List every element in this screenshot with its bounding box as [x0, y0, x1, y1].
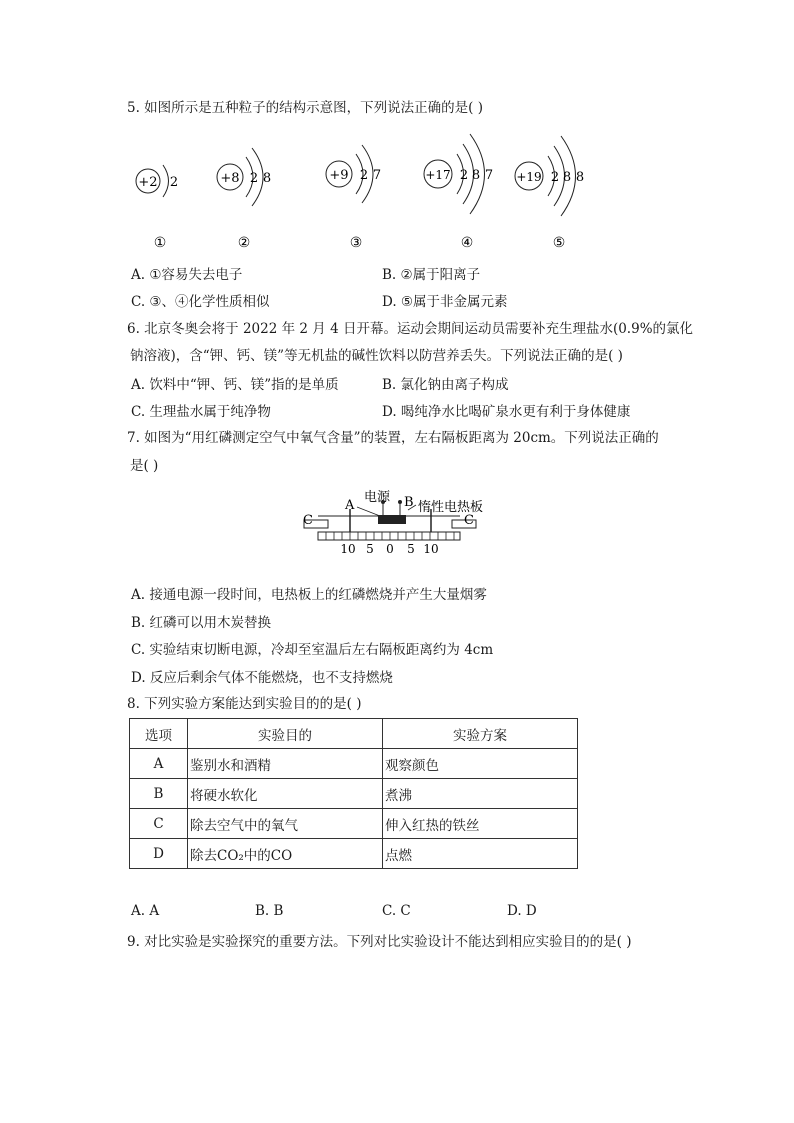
table-cell-option: A	[130, 749, 188, 779]
particle-5-diagram	[515, 136, 584, 216]
q6-stem-line-1: 6. 北京冬奥会将于 2022 年 2 月 4 日开幕。运动会期间运动员需要补充生理盐水(0.9%的氯化	[127, 321, 694, 337]
apparatus-label-b: B	[404, 495, 414, 510]
particle-4-nucleus: +17	[425, 168, 451, 182]
q6-option-d: D. 喝纯净水比喝矿泉水更有利于身体健康	[382, 404, 631, 420]
q7-option-b: B. 红磷可以用木炭替换	[131, 615, 272, 631]
particle-5-label: ⑤	[552, 235, 566, 251]
apparatus-label-plate: 惰性电热板	[418, 500, 484, 515]
table-cell-plan: 伸入红热的铁丝	[383, 809, 578, 839]
q8-stem: 8. 下列实验方案能达到实验目的的是( )	[127, 696, 362, 712]
particle-3-diagram	[326, 145, 381, 203]
q8-option-c: C. C	[382, 903, 411, 919]
q5-stem: 5. 如图所示是五种粒子的结构示意图，下列说法正确的是( )	[127, 100, 483, 116]
q8-experiment-table	[129, 718, 578, 869]
q8-option-d: D. D	[507, 903, 537, 919]
table-cell-plan: 观察颜色	[383, 749, 578, 779]
scale-label-left-5: 5	[366, 542, 374, 556]
scale-label-left-10: 10	[340, 542, 356, 556]
table-cell-purpose: 将硬水软化	[188, 779, 383, 809]
particle-1-diagram	[136, 165, 178, 197]
q8-option-b: B. B	[255, 903, 284, 919]
q7-stem-line-1: 7. 如图为“用红磷测定空气中氧气含量”的装置，左右隔板距离为 20cm。下列说法正确的	[127, 430, 659, 446]
q5-option-d: D. ⑤属于非金属元素	[382, 294, 508, 310]
table-header-purpose: 实验目的	[188, 719, 383, 749]
scale-label-right-10: 10	[423, 542, 439, 556]
q6-option-a: A. 饮料中“钾、钙、镁”指的是单质	[131, 377, 339, 393]
particle-1-shell-1: 2	[169, 175, 179, 190]
table-header-row	[130, 719, 578, 749]
q7-option-a: A. 接通电源一段时间，电热板上的红磷燃烧并产生大量烟雾	[131, 587, 487, 603]
particle-5-shell-1: 2	[550, 170, 560, 185]
apparatus-label-a: A	[345, 498, 355, 513]
particle-5-shell-3: 8	[575, 170, 585, 185]
q9-stem: 9. 对比实验是实验探究的重要方法。下列对比实验设计不能达到相应实验目的的是( )	[127, 934, 632, 950]
particle-2-shell-1: 2	[249, 171, 259, 186]
q7-option-d: D. 反应后剩余气体不能燃烧，也不支持燃烧	[131, 670, 393, 686]
particle-3-label: ③	[349, 235, 363, 251]
particle-4-shell-3: 7	[484, 168, 494, 183]
particle-2-nucleus: +8	[220, 171, 240, 186]
q6-stem-line-2: 钠溶液)，含“钾、钙、镁”等无机盐的碱性饮料以防营养丢失。下列说法正确的是( )	[130, 348, 623, 364]
particle-4-shell-1: 2	[459, 168, 469, 183]
particle-4-diagram	[424, 134, 493, 214]
scale-label-0: 0	[386, 542, 394, 556]
particle-5-shell-2: 8	[562, 170, 572, 185]
particle-2-label: ②	[237, 235, 251, 251]
particle-2-diagram	[217, 148, 271, 206]
apparatus-label-c-left: C	[303, 513, 313, 528]
table-cell-plan: 点燃	[383, 839, 578, 869]
particle-3-shell-2: 7	[372, 168, 382, 183]
table-row	[130, 839, 578, 869]
table-row	[130, 779, 578, 809]
q7-stem-line-2: 是( )	[130, 458, 159, 474]
scale-label-right-5: 5	[407, 542, 415, 556]
particle-3-shell-1: 2	[359, 168, 369, 183]
table-row	[130, 749, 578, 779]
particle-1-nucleus: +2	[138, 175, 158, 190]
particle-2-shell-2: 8	[262, 171, 272, 186]
table-cell-purpose: 除去空气中的氧气	[188, 809, 383, 839]
particle-3-nucleus: +9	[329, 168, 349, 183]
table-row	[130, 809, 578, 839]
q8-option-a: A. A	[131, 903, 160, 919]
q6-option-b: B. 氯化钠由离子构成	[382, 377, 509, 393]
q5-option-c: C. ③、④化学性质相似	[131, 294, 270, 310]
table-header-option: 选项	[130, 719, 188, 749]
apparatus-label-c-right: C	[464, 513, 474, 528]
table-cell-option: D	[130, 839, 188, 869]
q7-apparatus-diagram	[0, 484, 794, 564]
particle-4-shell-2: 8	[471, 168, 481, 183]
q5-particle-diagrams	[0, 120, 794, 380]
q5-option-a: A. ①容易失去电子	[131, 267, 243, 283]
table-cell-plan: 煮沸	[383, 779, 578, 809]
table-cell-option: C	[130, 809, 188, 839]
table-header-plan: 实验方案	[383, 719, 578, 749]
q6-option-c: C. 生理盐水属于纯净物	[131, 404, 271, 420]
particle-4-label: ④	[460, 235, 474, 251]
q7-option-c: C. 实验结束切断电源，冷却至室温后左右隔板距离约为 4cm	[131, 642, 494, 658]
table-cell-purpose: 除去CO₂中的CO	[188, 839, 383, 869]
particle-5-nucleus: +19	[516, 170, 542, 184]
q5-option-b: B. ②属于阳离子	[382, 267, 481, 283]
table-cell-option: B	[130, 779, 188, 809]
apparatus-label-power: 电源	[364, 490, 391, 505]
particle-1-label: ①	[153, 235, 167, 251]
table-cell-purpose: 鉴别水和酒精	[188, 749, 383, 779]
